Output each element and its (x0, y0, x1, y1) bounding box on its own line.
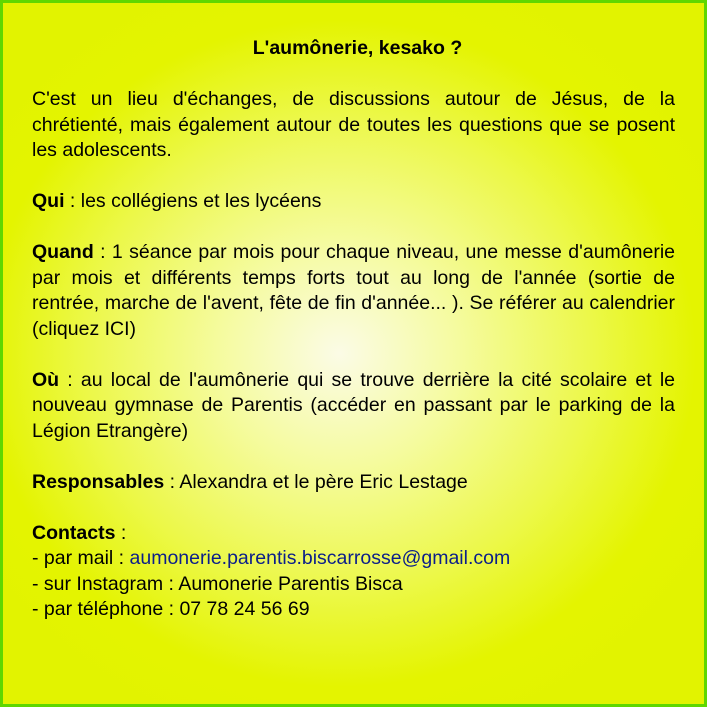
contacts-section (32, 521, 675, 623)
qui-paragraph (32, 189, 675, 215)
page-title: L'aumônerie, kesako ? (252, 37, 463, 59)
responsables-text: : Alexandra et le père Eric Lestage (164, 470, 468, 493)
contact-instagram-prefix: - sur Instagram : (32, 572, 179, 595)
contacts-heading (32, 521, 675, 547)
responsables-label: Responsables (32, 470, 165, 493)
ou-label: Où (32, 368, 60, 391)
contact-instagram-line (32, 572, 675, 598)
instagram-handle: Aumonerie Parentis Bisca (178, 572, 403, 595)
quand-text: : 1 séance par mois pour chaque niveau, une messe d'aumônerie par mois et différents temps forts tout au long de l'année (sortie de rentrée, marche de l'avent, fête de fin d'année... ). Se référer au calendrier (cliquez ICI) (32, 241, 675, 340)
responsables-paragraph (32, 470, 675, 496)
contact-phone-prefix: - par téléphone : (32, 598, 180, 620)
phone-number: 07 78 24 56 69 (179, 598, 310, 620)
qui-text: : les collégiens et les lycéens (64, 190, 322, 212)
intro-paragraph: C'est un lieu d'échanges, de discussions autour de Jésus, de la chrétienté, mais également autour de toutes les questions que se posent les adolescents. (32, 88, 675, 161)
contacts-label-suffix: : (115, 521, 127, 544)
email-link[interactable]: aumonerie.parentis.biscarrosse@gmail.com (129, 547, 511, 569)
contact-mail-line (32, 546, 675, 572)
ou-text: : au local de l'aumônerie qui se trouve derrière la cité scolaire et le nouveau gymnase de Parentis (accéder en passant par le parking de la Légion Etrangère) (32, 368, 675, 442)
quand-label: Quand (32, 241, 94, 263)
qui-label: Qui (32, 190, 65, 212)
contact-phone-line (32, 597, 675, 623)
contacts-label: Contacts (32, 521, 116, 544)
ou-paragraph (32, 368, 675, 445)
quand-paragraph (32, 240, 675, 342)
contact-mail-prefix: - par mail : (32, 547, 130, 569)
